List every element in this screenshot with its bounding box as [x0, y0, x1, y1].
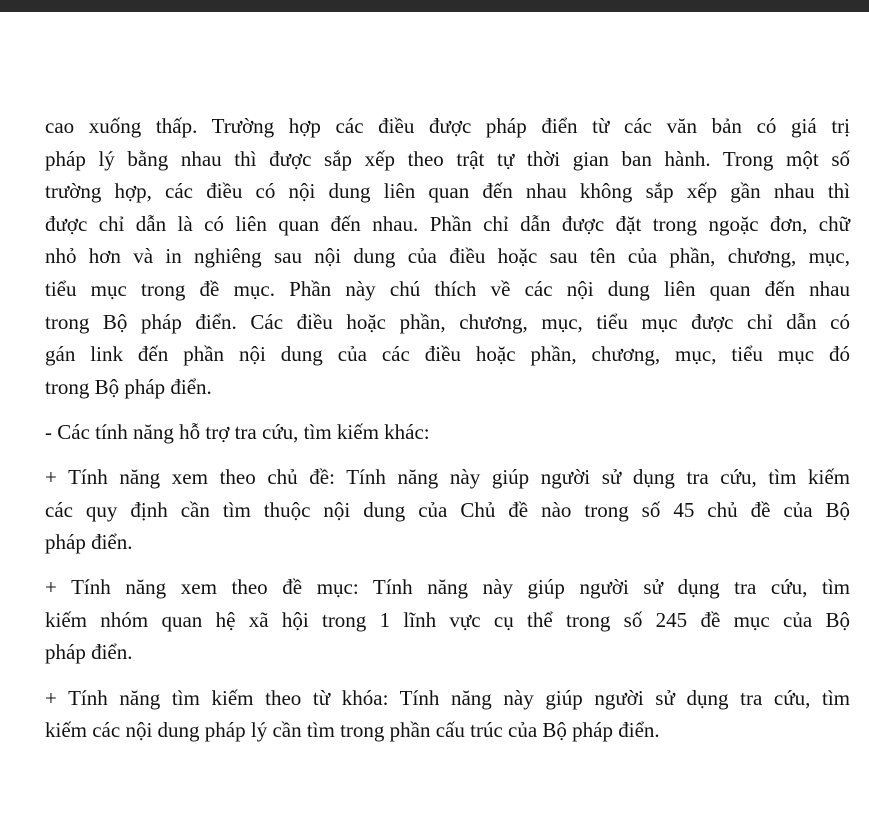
text-line: kiếm nhóm quan hệ xã hội trong 1 lĩnh vực cụ thể trong số 245 đề mục của Bộ — [45, 607, 850, 632]
text-line: nhỏ hơn và in nghiêng sau nội dung của điều hoặc sau tên của phần, chương, mục, — [45, 244, 850, 269]
text-line: + Tính năng tìm kiếm theo từ khóa: Tính năng này giúp người sử dụng tra cứu, tìm — [45, 685, 850, 710]
text-line: + Tính năng xem theo chủ đề: Tính năng này giúp người sử dụng tra cứu, tìm kiếm — [45, 464, 850, 489]
text-line: tiểu mục trong đề mục. Phần này chú thích về các nội dung liên quan đến nhau — [45, 276, 850, 301]
document-body — [45, 110, 850, 747]
text-line: pháp điển. — [45, 640, 133, 665]
text-line: các quy định cần tìm thuộc nội dung của Chủ đề nào trong số 45 chủ đề của Bộ — [45, 497, 850, 522]
window-top-bar — [0, 0, 869, 12]
text-line: trong Bộ pháp điển. Các điều hoặc phần, chương, mục, tiểu mục được chỉ dẫn có — [45, 309, 850, 334]
text-line: cao xuống thấp. Trường hợp các điều được pháp điển từ các văn bản có giá trị — [45, 114, 850, 138]
text-line: kiếm các nội dung pháp lý cần tìm trong phần cấu trúc của Bộ pháp điển. — [45, 718, 660, 743]
text-line: gán link đến phần nội dung của các điều hoặc phần, chương, mục, tiểu mục đó — [45, 342, 850, 367]
text-line: pháp lý bằng nhau thì được sắp xếp theo trật tự thời gian ban hành. Trong một số — [45, 146, 850, 171]
text-line: + Tính năng xem theo đề mục: Tính năng này giúp người sử dụng tra cứu, tìm — [45, 575, 850, 600]
document-page — [0, 12, 869, 837]
text-line: trường hợp, các điều có nội dung liên quan đến nhau không sắp xếp gần nhau thì — [45, 179, 850, 204]
text-line: - Các tính năng hỗ trợ tra cứu, tìm kiếm khác: — [45, 419, 430, 444]
text-line: được chỉ dẫn là có liên quan đến nhau. Phần chỉ dẫn được đặt trong ngoặc đơn, chữ — [45, 211, 850, 236]
text-line: pháp điển. — [45, 530, 133, 555]
text-line: trong Bộ pháp điển. — [45, 374, 212, 399]
